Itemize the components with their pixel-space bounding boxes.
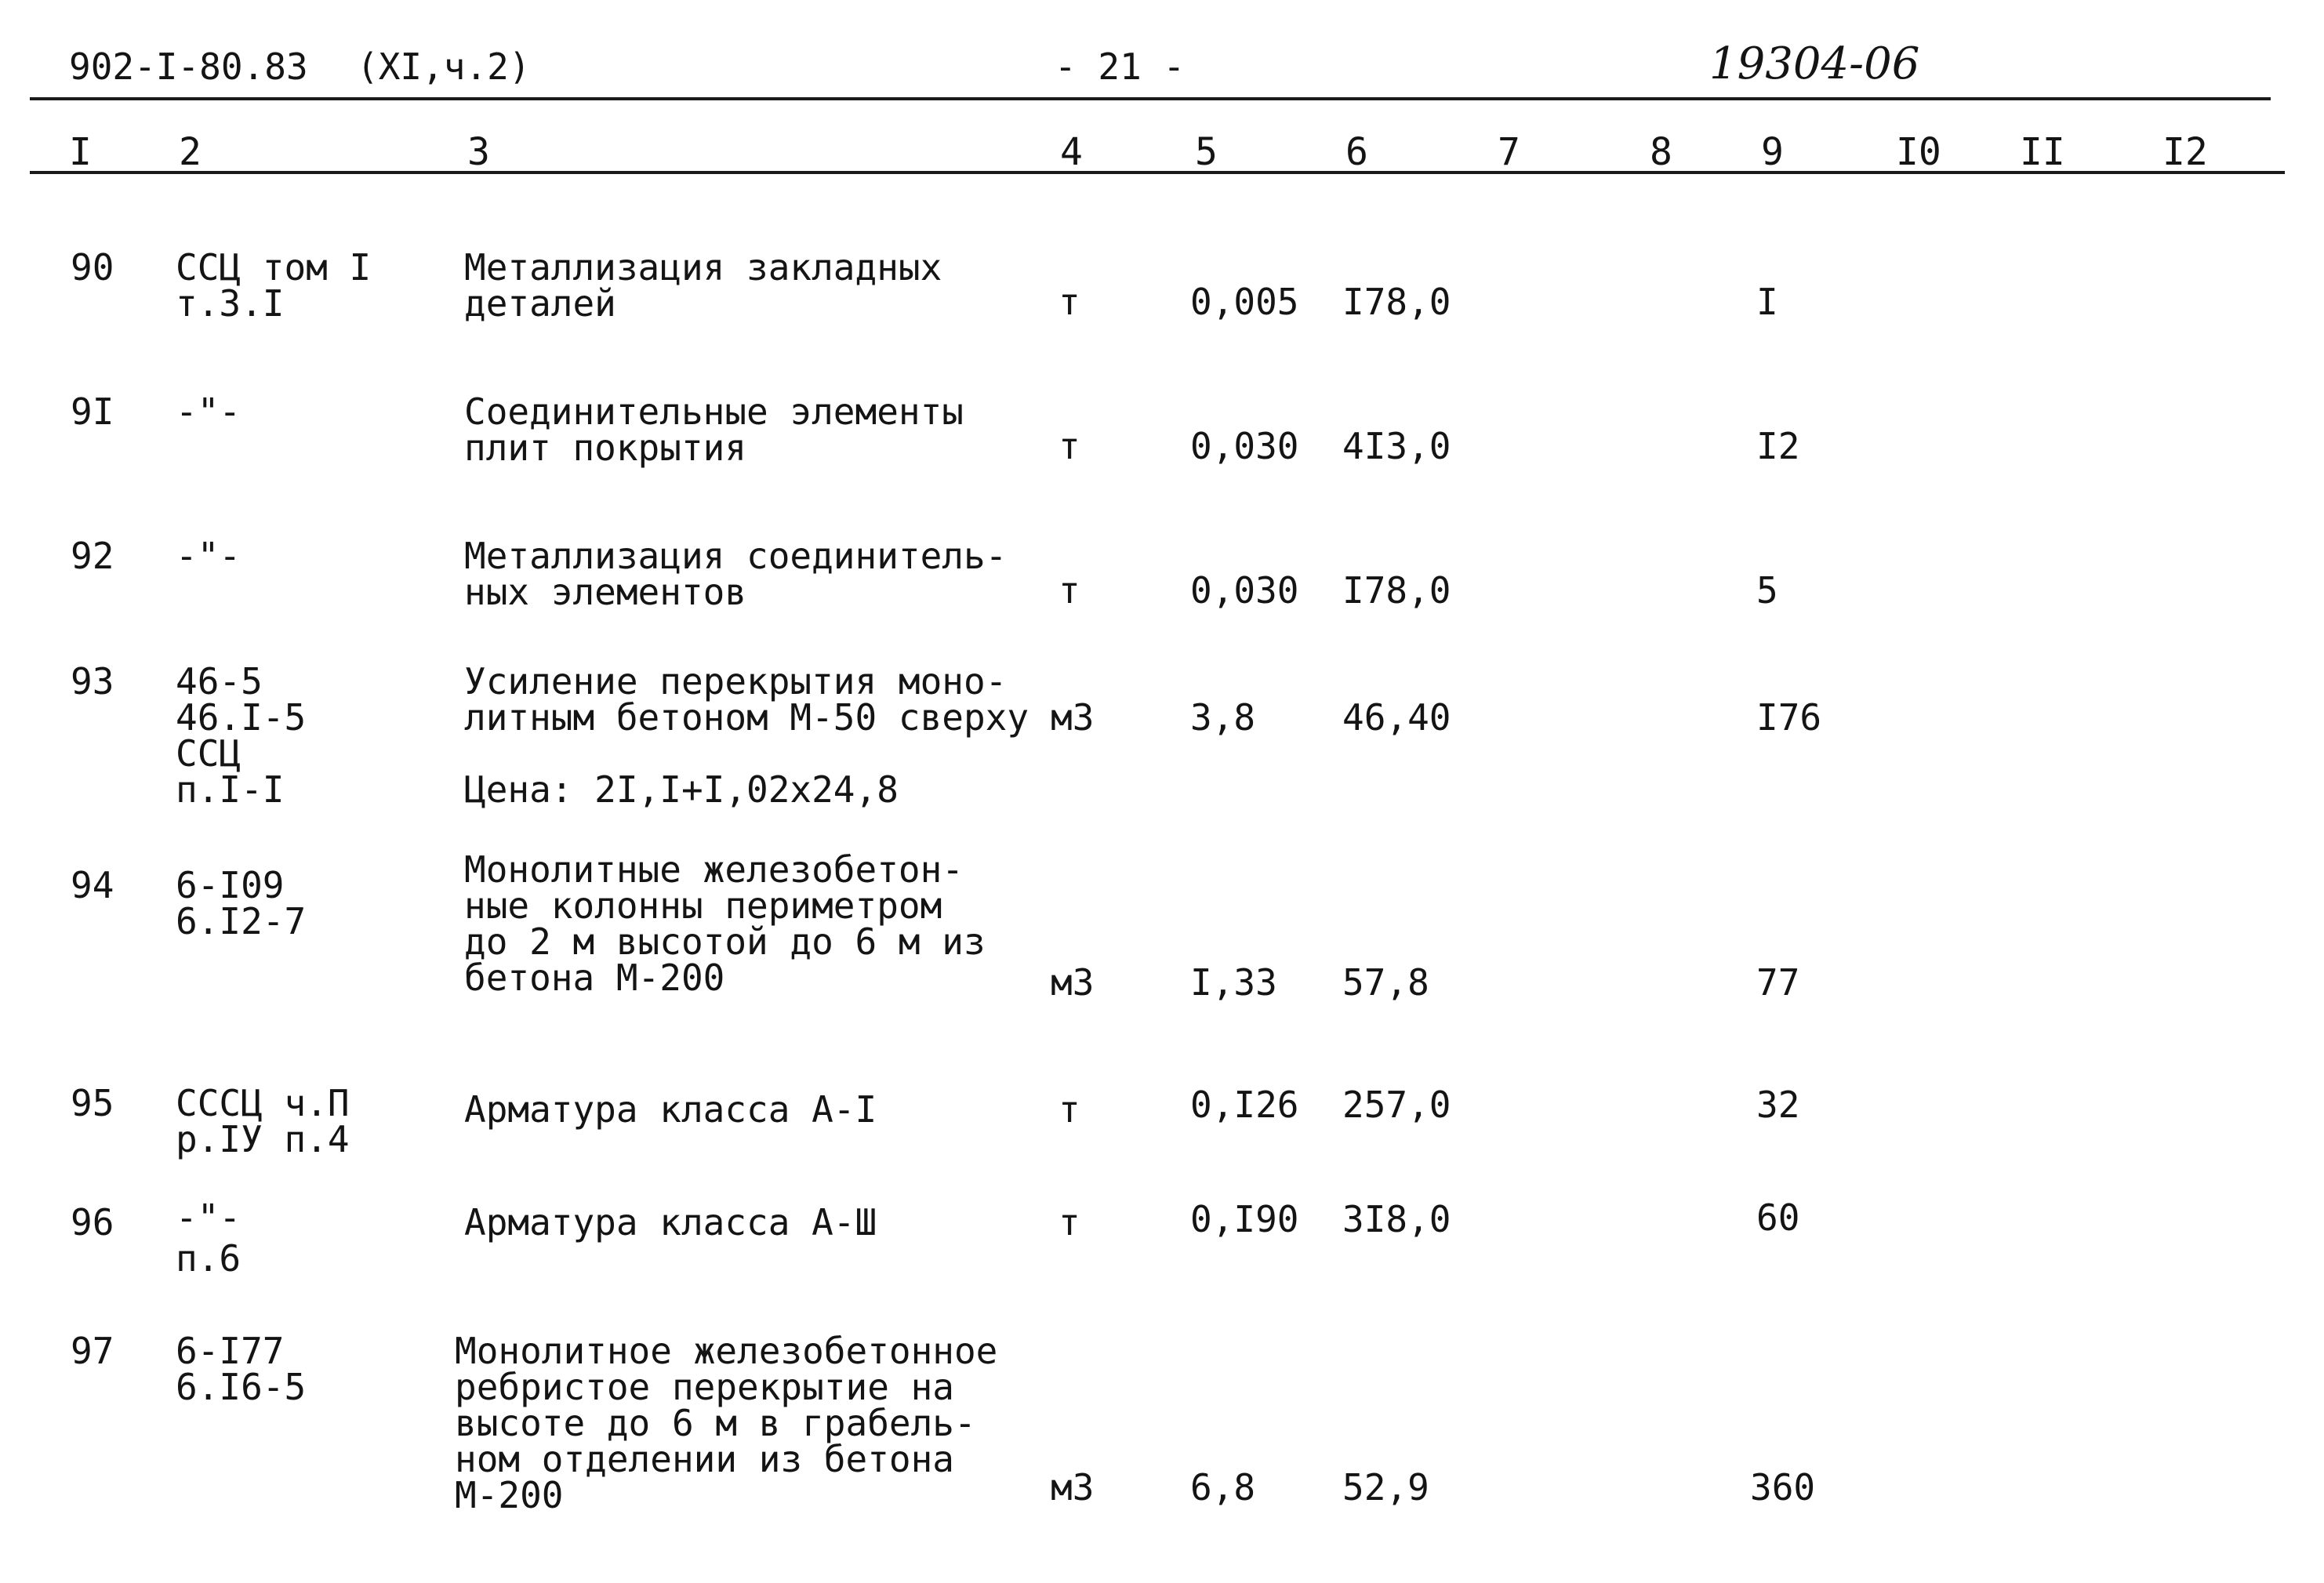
column-number: 9 bbox=[1761, 130, 1784, 174]
unit-price: 57,8 bbox=[1342, 961, 1429, 1004]
description-line: ные колонны периметром bbox=[464, 884, 942, 927]
unit: т bbox=[1059, 1201, 1080, 1244]
quantity: 0,030 bbox=[1190, 569, 1299, 612]
row-number: 9I bbox=[71, 390, 114, 433]
row-number: 92 bbox=[71, 535, 114, 577]
basis-line: 6.I6-5 bbox=[176, 1366, 307, 1408]
description-line: бетона М-200 bbox=[464, 957, 725, 999]
description-line: до 2 м высотой до 6 м из bbox=[464, 920, 986, 963]
description-line: ребристое перекрытие на bbox=[455, 1366, 954, 1408]
basis-line: -"- bbox=[176, 1196, 241, 1239]
quantity: 3,8 bbox=[1190, 696, 1256, 739]
unit-price: 46,40 bbox=[1342, 696, 1451, 739]
row-number: 93 bbox=[71, 660, 114, 703]
page-number: - 21 - bbox=[1055, 45, 1186, 88]
column-number: 2 bbox=[179, 130, 202, 174]
quantity: 0,005 bbox=[1190, 281, 1299, 323]
basis-line: 6-I77 bbox=[176, 1330, 285, 1372]
description-line: ных элементов bbox=[464, 571, 747, 613]
description-line: плит покрытия bbox=[464, 427, 747, 469]
column-number: 4 bbox=[1060, 130, 1083, 174]
description-line: Металлизация закладных bbox=[464, 246, 942, 289]
column-9-value: 360 bbox=[1750, 1466, 1816, 1509]
basis-line: -"- bbox=[176, 390, 241, 433]
unit-price: 4I3,0 bbox=[1342, 425, 1451, 467]
basis-line: 6-I09 bbox=[176, 864, 285, 906]
header-rule bbox=[30, 97, 2271, 100]
price-calculation: Цена: 2I,I+I,02х24,8 bbox=[464, 768, 899, 811]
column-number: 3 bbox=[467, 130, 490, 174]
basis-line: т.3.I bbox=[176, 282, 285, 325]
quantity: 0,030 bbox=[1190, 425, 1299, 467]
column-9-value: I76 bbox=[1756, 696, 1822, 739]
quantity: 0,I90 bbox=[1190, 1198, 1299, 1240]
row-number: 95 bbox=[71, 1082, 114, 1124]
column-number: II bbox=[2020, 130, 2065, 174]
unit-price: 257,0 bbox=[1342, 1084, 1451, 1126]
column-header-rule bbox=[30, 171, 2285, 174]
column-number: I0 bbox=[1896, 130, 1941, 174]
column-9-value: 32 bbox=[1756, 1084, 1800, 1126]
row-number: 90 bbox=[71, 246, 114, 289]
column-9-value: 77 bbox=[1756, 961, 1800, 1004]
basis-line: 6.I2-7 bbox=[176, 900, 307, 942]
unit: т bbox=[1059, 569, 1080, 612]
unit-price: I78,0 bbox=[1342, 281, 1451, 323]
column-9-value: I bbox=[1756, 281, 1778, 323]
row-number: 97 bbox=[71, 1330, 114, 1372]
unit-price: 52,9 bbox=[1342, 1466, 1429, 1509]
archive-number: 19304-06 bbox=[1709, 38, 1920, 89]
basis-line: ССЦ том I bbox=[176, 246, 372, 289]
column-number: 6 bbox=[1345, 130, 1368, 174]
column-number: 8 bbox=[1650, 130, 1672, 174]
description-line: Соединительные элементы bbox=[464, 390, 964, 433]
description-line: Арматура класса А-I bbox=[464, 1088, 877, 1131]
unit: м3 bbox=[1051, 961, 1095, 1004]
column-9-value: I2 bbox=[1756, 425, 1800, 467]
column-number: I bbox=[69, 130, 92, 174]
unit: м3 bbox=[1051, 1466, 1095, 1509]
basis-line: 46.I-5 bbox=[176, 696, 307, 739]
description-line: Монолитные железобетон- bbox=[464, 848, 964, 891]
basis-line: -"- bbox=[176, 535, 241, 577]
row-number: 94 bbox=[71, 864, 114, 906]
basis-line: п.6 bbox=[176, 1237, 241, 1280]
description-line: Монолитное железобетонное bbox=[455, 1330, 998, 1372]
document-section: (XI,ч.2) bbox=[357, 45, 531, 88]
description-line: ном отделении из бетона bbox=[455, 1438, 954, 1480]
unit: т bbox=[1059, 1088, 1080, 1131]
quantity: 6,8 bbox=[1190, 1466, 1256, 1509]
unit-price: I78,0 bbox=[1342, 569, 1451, 612]
column-9-value: 60 bbox=[1756, 1196, 1800, 1239]
basis-line: ССЦ bbox=[176, 732, 241, 775]
quantity: I,33 bbox=[1190, 961, 1277, 1004]
column-9-value: 5 bbox=[1756, 569, 1778, 612]
row-number: 96 bbox=[71, 1201, 114, 1244]
description-line: литным бетоном М-50 сверху bbox=[464, 696, 1029, 739]
unit-price: 3I8,0 bbox=[1342, 1198, 1451, 1240]
description-line: деталей bbox=[464, 282, 616, 325]
basis-line: 46-5 bbox=[176, 660, 263, 703]
description-line: Арматура класса А-Ш bbox=[464, 1201, 877, 1244]
unit: т bbox=[1059, 425, 1080, 467]
column-number: 5 bbox=[1195, 130, 1218, 174]
quantity: 0,I26 bbox=[1190, 1084, 1299, 1126]
unit: т bbox=[1059, 281, 1080, 323]
document-code: 902-I-80.83 bbox=[69, 45, 308, 88]
basis-line: п.I-I bbox=[176, 768, 285, 811]
column-number: 7 bbox=[1498, 130, 1520, 174]
description-line: М-200 bbox=[455, 1474, 564, 1516]
column-number: I2 bbox=[2162, 130, 2208, 174]
basis-line: р.IУ п.4 bbox=[176, 1118, 350, 1160]
description-line: Металлизация соединитель- bbox=[464, 535, 1008, 577]
description-line: Усиление перекрытия моно- bbox=[464, 660, 1008, 703]
description-line: высоте до 6 м в грабель- bbox=[455, 1402, 976, 1444]
basis-line: СССЦ ч.П bbox=[176, 1082, 350, 1124]
unit: м3 bbox=[1051, 696, 1095, 739]
